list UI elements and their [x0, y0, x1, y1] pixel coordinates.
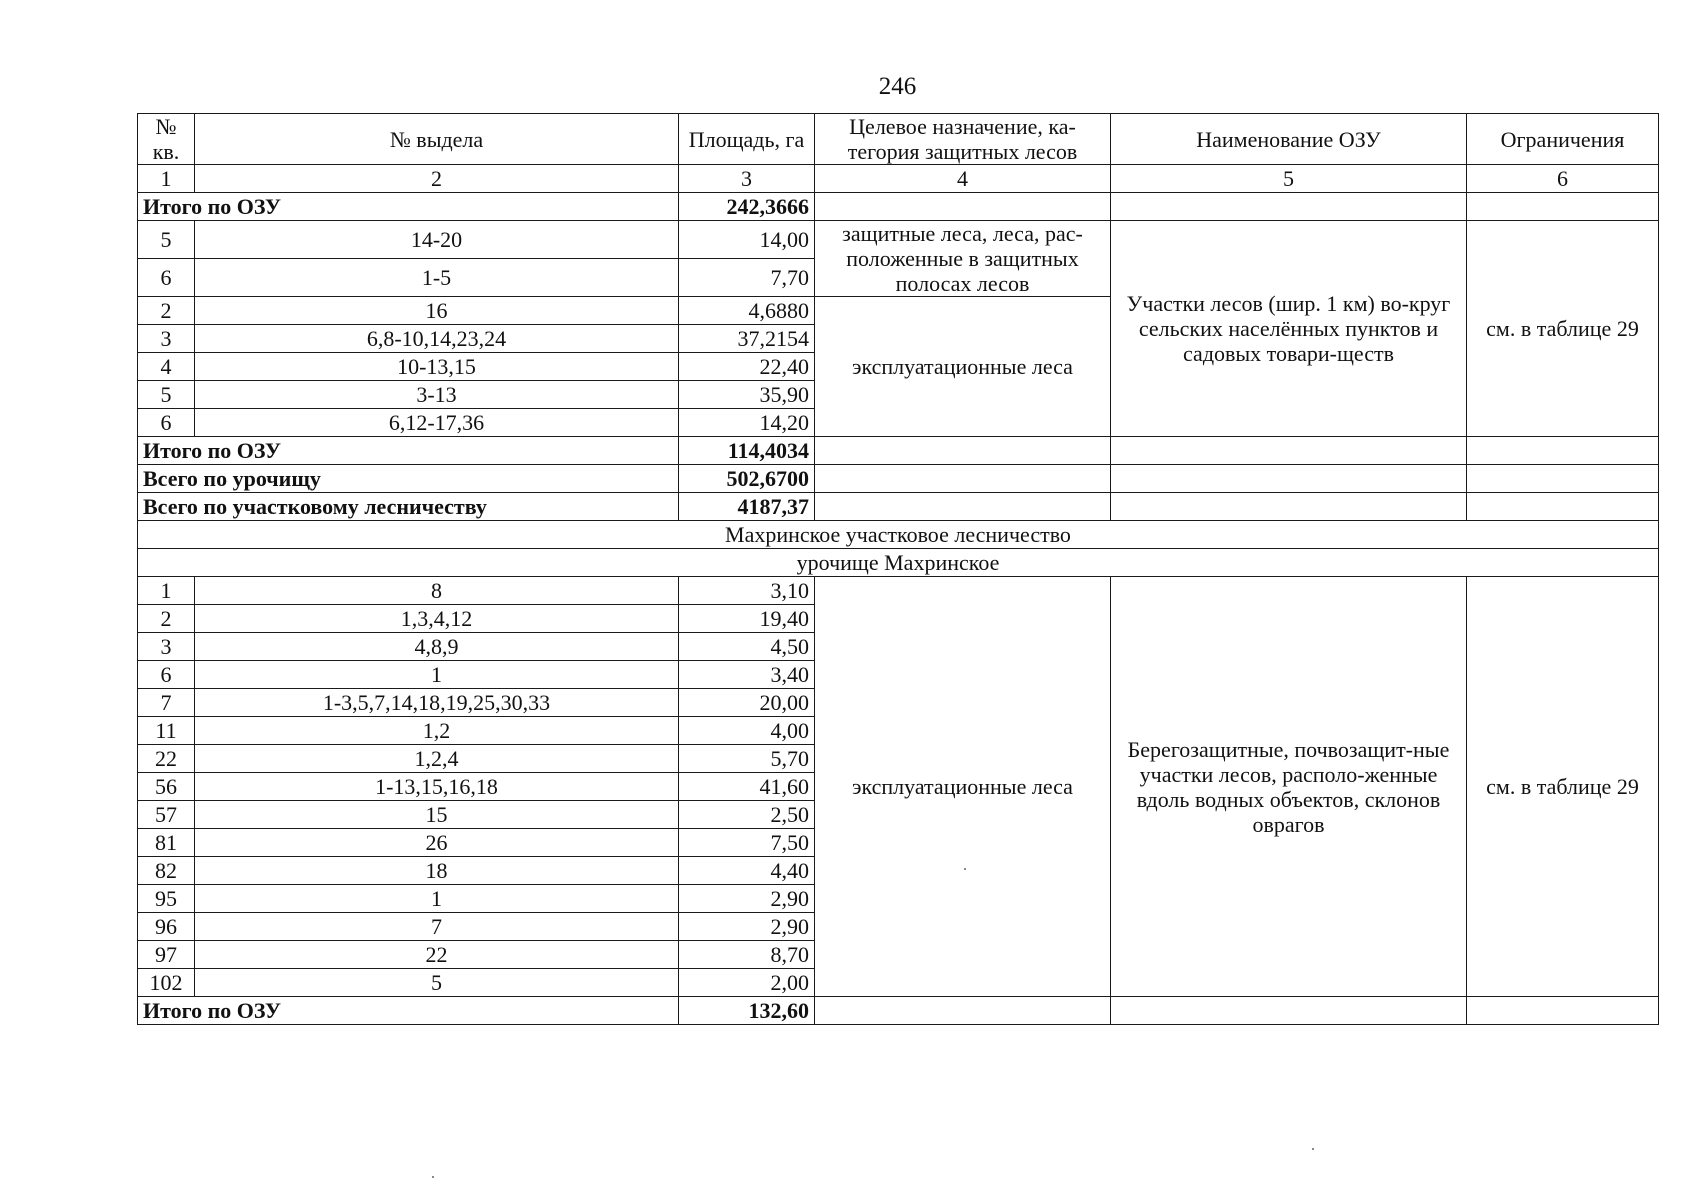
- forestry-total-label: Всего по участковому лесничеству: [138, 493, 679, 521]
- header-purpose: Целевое назначение, ка-тегория защитных лесов: [815, 114, 1111, 165]
- section-cell: 22: [195, 941, 679, 969]
- section-cell: 8: [195, 577, 679, 605]
- section-cell: 15: [195, 801, 679, 829]
- table-row: [138, 221, 1659, 259]
- area-cell: 7,70: [679, 259, 815, 297]
- subtotal-row: [138, 193, 1659, 221]
- area-cell: 7,50: [679, 829, 815, 857]
- ozu-name-cell: Берегозащитные, почвозащит-ные участки лесов, располо-женные вдоль водных объектов, склонов оврагов: [1111, 577, 1467, 997]
- quarter-cell: 56: [138, 773, 195, 801]
- section-cell: 1-3,5,7,14,18,19,25,30,33: [195, 689, 679, 717]
- area-cell: 4,40: [679, 857, 815, 885]
- header-restrictions: Ограничения: [1467, 114, 1659, 165]
- tract-heading-row: [138, 549, 1659, 577]
- section-cell: 4,8,9: [195, 633, 679, 661]
- subtotal-label: Итого по ОЗУ: [138, 193, 679, 221]
- area-cell: 2,00: [679, 969, 815, 997]
- tract-heading: урочище Махринское: [138, 549, 1659, 577]
- quarter-cell: 6: [138, 259, 195, 297]
- subtotal-value: 242,3666: [679, 193, 815, 221]
- section-cell: 10-13,15: [195, 353, 679, 381]
- area-cell: 5,70: [679, 745, 815, 773]
- forest-protection-table: [137, 113, 1659, 1025]
- forestry-heading-row: [138, 521, 1659, 549]
- page-number: 246: [878, 73, 917, 100]
- quarter-cell: 82: [138, 857, 195, 885]
- area-cell: 4,6880: [679, 297, 815, 325]
- section-cell: 1: [195, 885, 679, 913]
- subtotal-value: 114,4034: [679, 437, 815, 465]
- section-cell: 26: [195, 829, 679, 857]
- header-section-number: № выдела: [195, 114, 679, 165]
- header-area: Площадь, га: [679, 114, 815, 165]
- subtotal-row: [138, 437, 1659, 465]
- purpose-cell: защитные леса, леса, рас-положенные в защитных полосах лесов: [815, 221, 1111, 297]
- quarter-cell: 5: [138, 221, 195, 259]
- section-cell: 1: [195, 661, 679, 689]
- quarter-cell: 57: [138, 801, 195, 829]
- area-cell: 2,90: [679, 885, 815, 913]
- section-cell: 6,12-17,36: [195, 409, 679, 437]
- quarter-cell: 5: [138, 381, 195, 409]
- area-cell: 8,70: [679, 941, 815, 969]
- quarter-cell: 6: [138, 409, 195, 437]
- quarter-cell: 11: [138, 717, 195, 745]
- quarter-cell: 2: [138, 297, 195, 325]
- forestry-heading: Махринское участковое лесничество: [138, 521, 1659, 549]
- section-cell: 7: [195, 913, 679, 941]
- scan-speck: [1312, 1148, 1314, 1150]
- subtotal-row: [138, 997, 1659, 1025]
- quarter-cell: 95: [138, 885, 195, 913]
- quarter-cell: 7: [138, 689, 195, 717]
- restriction-cell: см. в таблице 29: [1467, 577, 1659, 997]
- restriction-cell: см. в таблице 29: [1467, 221, 1659, 437]
- tract-total-value: 502,6700: [679, 465, 815, 493]
- quarter-cell: 97: [138, 941, 195, 969]
- quarter-cell: 3: [138, 633, 195, 661]
- forestry-total-row: [138, 493, 1659, 521]
- area-cell: 20,00: [679, 689, 815, 717]
- section-cell: 14-20: [195, 221, 679, 259]
- area-cell: 37,2154: [679, 325, 815, 353]
- section-cell: 3-13: [195, 381, 679, 409]
- quarter-cell: 81: [138, 829, 195, 857]
- header-ozu-name: Наименование ОЗУ: [1111, 114, 1467, 165]
- area-cell: 3,10: [679, 577, 815, 605]
- section-cell: 1-5: [195, 259, 679, 297]
- area-cell: 3,40: [679, 661, 815, 689]
- column-number: 3: [679, 165, 815, 193]
- forestry-total-value: 4187,37: [679, 493, 815, 521]
- subtotal-label: Итого по ОЗУ: [138, 437, 679, 465]
- quarter-cell: 4: [138, 353, 195, 381]
- quarter-cell: 2: [138, 605, 195, 633]
- purpose-cell: эксплуатационные леса: [815, 297, 1111, 437]
- column-number: 2: [195, 165, 679, 193]
- subtotal-value: 132,60: [679, 997, 815, 1025]
- column-number: 6: [1467, 165, 1659, 193]
- quarter-cell: 96: [138, 913, 195, 941]
- subtotal-label: Итого по ОЗУ: [138, 997, 679, 1025]
- section-cell: 1,2: [195, 717, 679, 745]
- quarter-cell: 3: [138, 325, 195, 353]
- purpose-cell: эксплуатационные леса: [815, 577, 1111, 997]
- tract-total-label: Всего по урочищу: [138, 465, 679, 493]
- area-cell: 2,50: [679, 801, 815, 829]
- area-cell: 41,60: [679, 773, 815, 801]
- quarter-cell: 6: [138, 661, 195, 689]
- column-number: 4: [815, 165, 1111, 193]
- tract-total-row: [138, 465, 1659, 493]
- quarter-cell: 1: [138, 577, 195, 605]
- section-cell: 6,8-10,14,23,24: [195, 325, 679, 353]
- section-cell: 5: [195, 969, 679, 997]
- table-row: [138, 577, 1659, 605]
- section-cell: 1,2,4: [195, 745, 679, 773]
- area-cell: 14,00: [679, 221, 815, 259]
- area-cell: 4,00: [679, 717, 815, 745]
- quarter-cell: 102: [138, 969, 195, 997]
- area-cell: 14,20: [679, 409, 815, 437]
- scan-speck: [964, 868, 966, 870]
- header-quarter-number: № кв.: [138, 114, 195, 165]
- area-cell: 19,40: [679, 605, 815, 633]
- section-cell: 1-13,15,16,18: [195, 773, 679, 801]
- area-cell: 2,90: [679, 913, 815, 941]
- table-header-row: [138, 114, 1659, 165]
- area-cell: 35,90: [679, 381, 815, 409]
- area-cell: 22,40: [679, 353, 815, 381]
- quarter-cell: 22: [138, 745, 195, 773]
- column-number-row: [138, 165, 1659, 193]
- scan-speck: [432, 1176, 434, 1178]
- ozu-name-cell: Участки лесов (шир. 1 км) во-круг сельских населённых пунктов и садовых товари-ществ: [1111, 221, 1467, 437]
- column-number: 5: [1111, 165, 1467, 193]
- section-cell: 16: [195, 297, 679, 325]
- area-cell: 4,50: [679, 633, 815, 661]
- section-cell: 1,3,4,12: [195, 605, 679, 633]
- column-number: 1: [138, 165, 195, 193]
- section-cell: 18: [195, 857, 679, 885]
